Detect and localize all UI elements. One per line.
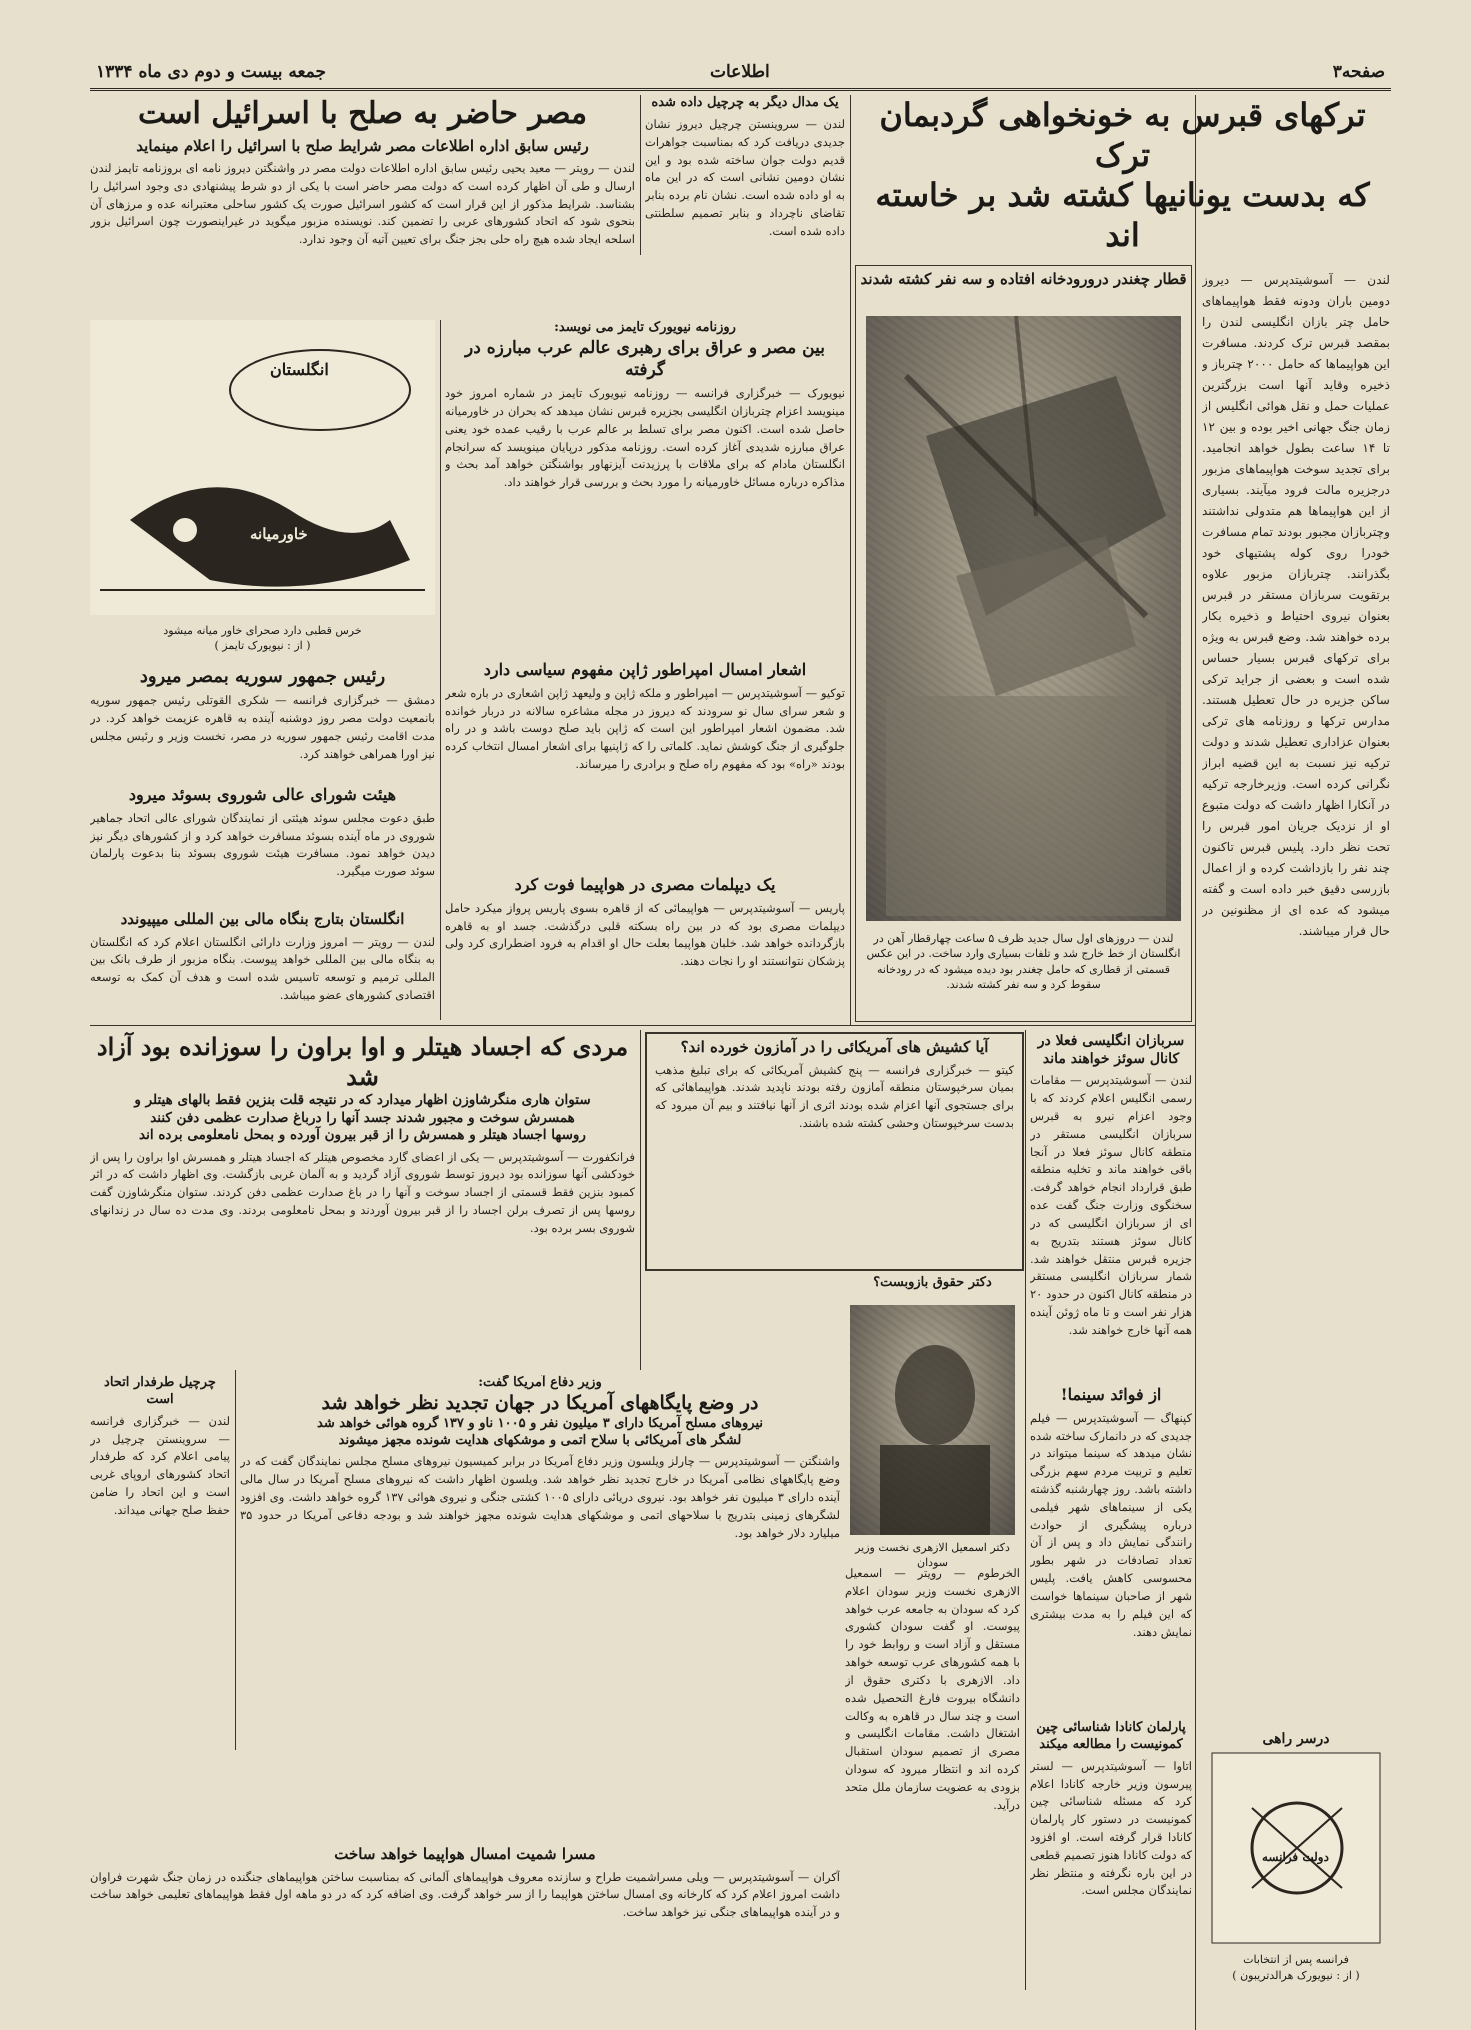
azhari-headline: دکتر حقوق بازوبست؟ (873, 1275, 992, 1290)
train-wreck-illustration (866, 316, 1181, 921)
supreme-council-headline: هیئت شورای عالی شوروی بسوئد میرود (128, 785, 397, 804)
japan-article (445, 660, 845, 870)
supreme-council-article (90, 785, 435, 905)
churchill-article (90, 1375, 230, 1630)
churchill-medal-article (645, 95, 845, 310)
defense-article (240, 1375, 840, 1840)
japan-body: توکیو — آسوشیتدپرس — امپراطور و ملکه ژاپن و ولیعهد ژاپن اشعاری در باره شعر و شعر سرای سال نو سرودند که دیروز در مجله مشاعره سالانه در دربار خوانده شد. مضمون اشعار امپراطور این است که ژاپن باید صلح دوست باشد و در راه جلوگیری از جنگ کوشش نماید. کلماتی را که ژاپنیها برای اشعار امسال انتخاب کرده بودند «راه» بود که مفهوم راه صلح و برادری را میرساند. (445, 685, 845, 772)
cyprus-article (855, 95, 1390, 265)
cinema-headline: از فوائد سینما! (1060, 1385, 1162, 1404)
suez-body: لندن — آسوشیتدپرس — مقامات رسمی انگلیس اعلام کردند که با وجود اعزام نیرو به قبرس سربازان انگلیسی مستقر در منطقه کانال سوئز فعلا در آنجا باقی خواهند ماند و تخلیه منطقه طبق قرارداد انجام خواهد گرفت. سخنگوی وزارت جنگ گفت عده ای از سربازان انگلیسی که در کانال سوئز هستند بتدریج به جزیره قبرس منتقل خواهند شد. شمار سربازان انگلیسی مستقر در منطقه کانال اکنون در حدود ۲۰ هزار نفر است و تا ماه ژوئن آینده همه آنها خارج خواهند شد. (1030, 1073, 1192, 1337)
churchill-medal-body: لندن — سروینستن چرچیل دیروز نشان جدیدی دریافت کرد که بمناسبت جواهرات قدیم دولت جوان ساخته شده بود و این نشان دومین نشانی است که در این ماه به او داده شده است. نشان نام برده بنابر تقاضای ناچرداد و بنابر تصمیم سلطنتی داده شده است. (645, 116, 845, 238)
azhari-photo (850, 1305, 1015, 1535)
canada-headline: پارلمان کانادا شناسائی چین کمونیست را مطالعه میکند (1036, 1720, 1186, 1752)
hitler-body: فرانکفورت — آسوشیتدپرس — یکی از اعضای گارد مخصوص هیتلر که اجساد هیتلر و همسرش اوا براون را پس از خودکشی آنها سوزانده بود دیروز توسط شوروی آزاد گردید و به آلمان غربی بازگشت. وی اظهار داشت که در اثر کمبود بنزین فقط قسمتی از اجساد سوخت و آنها را در باغ صدارت عظمی دفن کردند. ستوان منگرشاوزن گفت روسها پس از تصرف برلن اجساد را از قبر بیرون آوردند و بمحل نامعلومی بردند. وی مدت ده سال در زندانهای شوروی بسر برده بود. (90, 1149, 635, 1235)
suez-headline: سربازان انگلیسی فعلا در کانال سوئز خواهند ماند (1037, 1033, 1185, 1068)
egypt-israel-body: لندن — رویتر — معید یحیی رئیس سابق اداره اطلاعات دولت مصر در واشنگتن دیروز نامه ای بروزنامه تایمز لندن ارسال و طی آن اظهار کرده است که دولت مصر حاضر است با یکی از دو شرط پیشنهادی دی وجود اسرائیل را بشناسد. شرایط مذکور از این قرار است که کشور اسرائیل صورت یک کشور ساحلی معتبرانه عده و مرزهای آن بنحوی شود که اتحاد کشورهای عربی را تضمین کند. نویسنده مزبور میگوید در غیراینصورت چون اسرائیل بزور اسلحه ایجاد شده هیچ راه حلی بجز جنگ برای تعیین آتیه آن وجود ندارد. (90, 161, 635, 247)
churchill-body: لندن — خبرگزاری فرانسه — سروینستن چرچیل در پیامی اعلام کرد که طرفدار اتحاد کشورهای اروپای غربی است و این اتحاد را ضامن حفظ صلح جهانی میداند. (90, 1413, 230, 1517)
syria-body: دمشق — خبرگزاری فرانسه — شکری القوتلی رئیس جمهور سوریه بانمعیت دولت مصر روز دوشنبه آینده به قاهره عزیمت خواهد کرد. در مدت اقامت رئیس جمهور سوریه در مصر، نخست وزیر و رئیس مجلس نیز اورا همراهی خواهند کرد. (90, 693, 435, 761)
nyt-kicker: روزنامه نیویورک تایمز می نویسد: (554, 320, 736, 335)
aircraft-body: آکران — آسوشیتدپرس — ویلی مسراشمیت طراح و سازنده معروف هواپیماهای آلمانی که بمناسبت ساختن هواپیماهای جنگنده در زمان جنگ شهرت فراوان داشت امروز اعلام کرد که کارخانه وی امسال ساختن هواپیما را از سر خواهد گرفت. وی اضافه کرد که در دو ماهه اول فقط هواپیماهای تعلیمی خواهد ساخت و در آینده هواپیماهای جنگی نیز خواهد ساخت. (90, 1869, 840, 1920)
cyprus-headline-line2: که بدست یونانیها کشته شد بر خاسته اند (875, 176, 1370, 254)
header-date: جمعه بیست و دوم دی ماه ۱۳۳۴ (96, 62, 326, 82)
canada-body: اتاوا — آسوشیتدپرس — لستر پیرسون وزیر خارجه کانادا اعلام کرد که مسئله شناسائی چین کمونیست در دستور کار پارلمان کانادا قرار گرفته است. او افزود که دولت کانادا هنوز تصمیم قطعی در این باره نگرفته و منتظر نظر نمایندگان مجلس است. (1030, 1758, 1192, 1898)
france-caption-2: ( از : نیویورک هرالدتریبون ) (1232, 1968, 1360, 1982)
france-cartoon-drawing (1202, 1748, 1390, 1948)
japan-headline: اشعار امسال امپراطور ژاپن مفهوم سیاسی دارد (483, 660, 807, 679)
aircraft-article (90, 1845, 840, 2020)
azhari-photo-caption: دکتر اسمعیل الازهری نخست وزیر سودان (855, 1541, 1010, 1570)
bear-cartoon (90, 320, 435, 660)
cyprus-headline-line1: ترکهای قبرس به خونخواهی گردبمان ترک (879, 96, 1366, 174)
diplomat-headline: یک دیپلمات مصری در هواپیما فوت کرد (514, 875, 776, 894)
egypt-israel-headline: مصر حاضر به صلح با اسرائیل است (137, 96, 588, 131)
nyt-article (445, 320, 845, 650)
defense-subhead-1: نیروهای مسلح آمریکا دارای ۳ میلیون نفر و ۱۰۰۵ ناو و ۱۳۷ گروه هوائی خواهد شد (317, 1415, 763, 1431)
defense-subhead-2: لشگر های آمریکائی با سلاح اتمی و موشکهای هدایت شونده مجهز میشوند (338, 1432, 742, 1448)
cinema-article (1030, 1385, 1192, 1715)
france-cartoon-heading: درسر راهی (1262, 1731, 1330, 1747)
missionaries-article (645, 1032, 1024, 1271)
hitler-subhead-1: ستوان هاری منگرشاوزن اظهار میدارد که در نتیجه قلت بنزین فقط بالهای هیتلر و (134, 1092, 591, 1108)
bank-headline: انگلستان بتارج بنگاه مالی بین المللی میپیوندد (120, 910, 405, 928)
azhari-body: الخرطوم — رویتر — اسمعیل الازهری نخست وزیر سودان اعلام کرد که سودان به جامعه عرب خواهد پیوست. او گفت سودان کشوری مستقل و آزاد است و روابط خود را با همه کشورهای عرب توسعه خواهد داد. الازهری با دکتری حقوق از دانشگاه بیروت فارغ التحصیل شده است و چند سال در قاهره به وکالت اشتغال داشت. مقامات انگلیسی و مصری از تصمیم سودان استقبال کرده اند و انتظار میرود که سودان بزودی به عضویت سازمان ملل متحد درآید. (845, 1566, 1020, 1812)
defense-body: واشنگتن — آسوشیتدپرس — چارلز ویلسون وزیر دفاع آمریکا در برابر کمیسیون نیروهای مسلح مجلس نمایندگان گفت که در وضع پایگاههای نظامی آمریکا در خارج تجدید نظر خواهد شد. ویلسون اظهار داشت که نیروهای مسلح آمریکا در سال مالی آینده دارای ۳ میلیون نفر خواهد بود. نیروی دریائی دارای ۱۰۰۵ کشتی جنگی و نیروی هوائی ۱۳۷ گروه خواهد داشت. وی افزود لشگرهای زمینی بتدریج با سلاحهای اتمی و موشکهای هدایت شونده مجهز خواهند شد و بودجه دفاعی آمریکا در حدود ۳۵ میلیارد دلار خواهد بود. (240, 1454, 840, 1540)
missionaries-headline: آیا کشیش های آمریکائی را در آمازون خورده اند؟ (680, 1038, 989, 1056)
aircraft-headline: مسرا شمیت امسال هواپیما خواهد ساخت (334, 1845, 596, 1863)
train-caption: لندن — دروزهای اول سال جدید ظرف ۵ ساعت چهارقطار آهن در انگلستان از خط خارج شد و تلفات بسیاری وارد ساخت. در این عکس قسمتی از قطاری که حامل چغندر بود دیده میشود که در رودخانه سقوط کرد و سه نفر کشته شدند. (866, 932, 1181, 992)
bear-cartoon-drawing (90, 320, 435, 615)
canada-article (1030, 1720, 1192, 2020)
cartoon-label-top: انگلستان (270, 360, 329, 379)
train-photo (866, 316, 1181, 921)
hitler-article (90, 1032, 635, 1367)
egypt-israel-article (90, 95, 635, 315)
bank-body: لندن — رویتر — امروز وزارت دارائی انگلستان اعلام کرد که انگلستان به بنگاه مالی بین المللی خواهد پیوست. بنگاه مزبور از طرف بانک بین المللی ترمیم و توسعه تاسیس شده است و هدف آن کمک به توسعه اقتصادی کشورهای عضو میباشد. (90, 934, 435, 1002)
train-article (855, 265, 1192, 1022)
page-header (90, 58, 1391, 91)
defense-kicker: وزیر دفاع آمریکا گفت: (478, 1375, 602, 1390)
egypt-israel-subhead: رئیس سابق اداره اطلاعات مصر شرایط صلح با اسرائیل را اعلام مینماید (136, 136, 589, 155)
syria-headline: رئیس جمهور سوریه بمصر میرود (139, 666, 386, 687)
nyt-headline: بین مصر و عراق برای رهبری عالم عرب مبارزه در گرفته (465, 337, 825, 380)
france-cartoon (1202, 1730, 1390, 2020)
cyprus-body: لندن — آسوشیتدپرس — دیروز دومین باران ودونه فقط هواپیماهای حامل چتر بازان انگلیسی لندن را بمقصد قبرس ترک کردند. مسافرت این هواپیماها که حامل ۲۰۰۰ چترباز و ذخیره وقاید آنها است بزرگترین عملیات حمل و نقل هوائی انگلیس از زمان جنگ جهانی اخیر بوده و بین ۱۲ تا ۱۴ ساعت بطول خواهد انجامید. برای تجدید سوخت هواپیماهای مزبور درجزیره مالت فرود میآیند. بسیاری از این هواپیماها هم متدولی نداشتند وچتربازان مجبور بودند تمام مسافرت خودرا روی کوله پشتیهای خود بگذرانند. چتربازان مزبور علاوه برتقویت سربازان مستقر در قبرس بعنوان نیروی احتیاط و ذخیره بکار برده خواهند شد. وضع قبرس به ویژه برای ترکهای قبرس بسیار حساس شده است و بعضی از جراید ترکی ساکن جزیره در حال تعطیل هستند. مدارس ترکها و روزنامه های ترکی بعنوان عزاداری تعطیل شدند و دولت ترکیه نیز نسبت به این قضیه ابراز نگرانی کرده است. وزیرخارجه ترکیه در آنکارا اظهار داشت که دولت متبوع او از نزدیک جریان امور قبرس را تحت نظر دارد. پلیس قبرس تاکنون چند نفر را بازداشت کرده و از اعمال بازرسی دقیق خبر داده است و گفته میشود که عده ای از مظنونین در حال فرار میباشند. (1202, 273, 1390, 938)
hitler-headline: مردی که اجساد هیتلر و اوا براون را سوزانده بود آزاد شد (96, 1032, 629, 1091)
diplomat-article (445, 875, 845, 1020)
train-headline: قطار چغندر درورودخانه افتاده و سه نفر کشته شدند (860, 270, 1187, 288)
france-caption-1: فرانسه پس از انتخابات (1243, 1953, 1349, 1967)
missionaries-body: کیتو — خبرگزاری فرانسه — پنج کشیش آمریکائی که برای تبلیغ مذهب بمیان سرخپوستان منطقه آمازون رفته بودند ناپدید شدند. هواپیماهائی که برای جستجوی آنها اعزام شده بودند اثری از آنها نیافتند و بیم آن میرود که بدست سرخپوستان وحشی کشته شده باشند. (655, 1062, 1014, 1130)
cartoon-caption: خرس قطبی دارد صحرای خاور میانه میشود (163, 624, 362, 637)
france-cartoon-label: دولت فرانسه (1262, 1850, 1329, 1864)
defense-headline: در وضع پایگاههای آمریکا در جهان تجدید نظر خواهد شد (321, 1391, 759, 1414)
syria-article (90, 665, 435, 780)
header-page-number: صفحه۳ (1332, 62, 1385, 82)
azhari-article (845, 1275, 1020, 2020)
nyt-body: نیویورک — خبرگزاری فرانسه — روزنامه نیویورک تایمز در شماره امروز خود مینویسد اعزام چتربازان انگلیسی بجزیره قبرس نشان میدهد که بحران در خاورمیانه حاصل شده است. اکنون مصر برای تسلط بر عالم عرب با رقیب عمده خود یعنی عراق مبارزه شدیدی آغاز کرده است. روزنامه مذکور درپایان مینویسد که سرانجام انگلستان مادام که برای ملاقات با پرزیدنت آیزنهاور بواشنگتن خواهد آمد بحث و مذاکره درباره مسائل خاورمیانه را مورد بحث و بررسی قرار خواهند داد. (445, 386, 845, 490)
header-paper-name: اطلاعات (710, 62, 770, 82)
portrait-illustration (850, 1305, 1015, 1535)
suez-article (1030, 1032, 1192, 1377)
diplomat-body: پاریس — آسوشیتدپرس — هواپیمائی که از قاهره بسوی پاریس پرواز میکرد حامل دیپلمات مصری بود که در بین راه بسکته قلبی درگذشت. جسد او به قاهره بازگردانده خواهد شد. خلبان هواپیما بعلت حال او اقدام به فرود اضطراری کرد ولی پزشکان نتوانستند او را نجات دهند. (445, 900, 845, 969)
churchill-medal-headline: یک مدال دیگر به چرچیل داده شده (651, 95, 839, 110)
supreme-council-body: طبق دعوت مجلس سوئد هیئتی از نمایندگان شورای عالی اتحاد جماهیر شوروی در ماه آینده بسوئد مسافرت خواهد کرد و از کشورهای دیگر نیز دیدن خواهد نمود. مسافرت هیئت شوروی بسوئد بنا بدعوت پارلمان سوئد صورت میگیرد. (90, 810, 435, 879)
churchill-headline: چرچیل طرفدار اتحاد است (104, 1375, 216, 1407)
hitler-subhead-3: روسها اجساد هیتلر و همسرش را از قبر بیرون آورده و بمحل نامعلومی برده اند (139, 1127, 586, 1144)
hitler-subhead-2: همسرش سوخت و مجبور شدند جسد آنها را درباغ صدارت عظمی دفن کنند (150, 1109, 575, 1126)
cartoon-source: ( از : نیویورک تایمز ) (214, 639, 311, 653)
bank-article (90, 910, 435, 1022)
cinema-body: کپنهاگ — آسوشیتدپرس — فیلم جدیدی که در دانمارک ساخته شده نشان میدهد که سینما میتواند در تعلیم و تربیت مردم سهم بزرگی داشته باشد. روز چهارشنبه گذشته یکی از سینماهای شهر فیلمی درباره پیشگیری از حوادث رانندگی نمایش داد و پس از آن تعداد تصادفات در شهر بطور محسوسی کاهش یافت. پلیس شهر از صاحبان سینماها خواست که این فیلم را به مدت بیشتری نمایش دهند. (1030, 1410, 1192, 1639)
cartoon-label-bottom: خاورمیانه (250, 525, 308, 543)
